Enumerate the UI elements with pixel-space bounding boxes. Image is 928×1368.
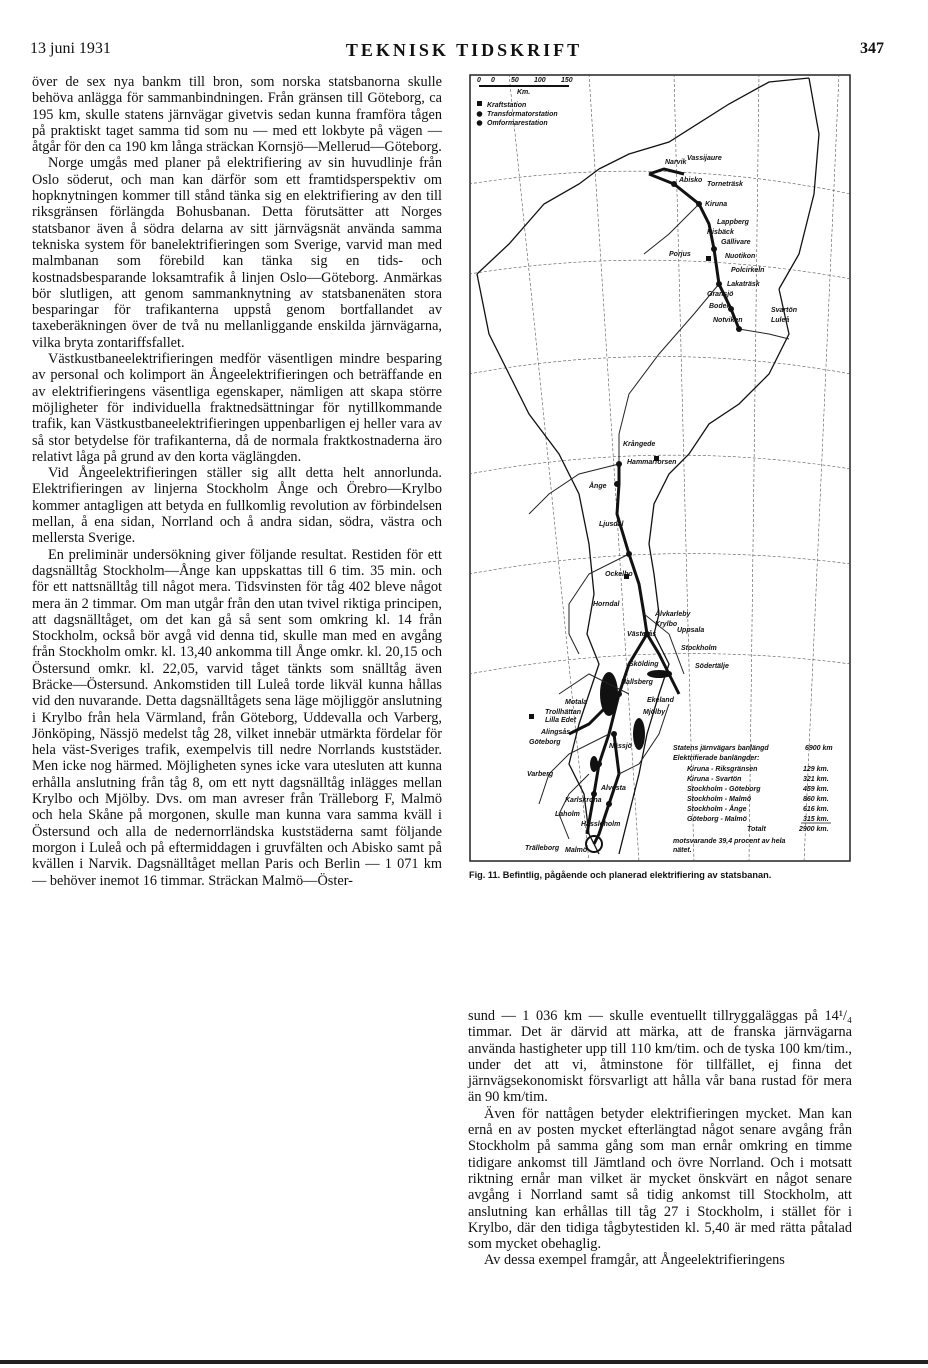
svg-text:Alvesta: Alvesta bbox=[601, 785, 626, 792]
paragraph: Norge umgås med planer på elektrifiering av sin huvudlinje från Oslo söderut, och man kan därför som ett framtidsperspektiv om hopknytningen kommer till stånd tänka sig en elektrifiering av den till riksgränsen förlängda Bohusbanan. Detta förutsätter att Norges statsbanor även å södra delarna av sitt järnvägsnät använda samma tekniska system för banelektrifieringen som Sverige, varvid man med malmbanan som förebild kan tänka sig en tids- och kostnadsbesparande loksamtrafik å linjen Oslo—Göteborg. Anmärkas bör slutligen, att genom sammanknytning av statsbanenäten stora besparingar för trafikanterna uppstå genom bortfallandet av taxeberäkningen över de två nu mellanliggande enskilda järnvägarna, vilka bryta zontariffsfallet. bbox=[32, 155, 442, 351]
svg-text:Ekeland: Ekeland bbox=[647, 697, 674, 704]
railway-map-figure bbox=[469, 74, 851, 862]
svg-text:Abisko: Abisko bbox=[679, 177, 703, 184]
svg-text:Km.: Km. bbox=[517, 89, 531, 96]
svg-text:Hässleholm: Hässleholm bbox=[581, 821, 621, 828]
page-header bbox=[0, 40, 928, 64]
svg-text:Stockholm - Göteborg: Stockholm - Göteborg bbox=[687, 786, 761, 793]
svg-text:Boden: Boden bbox=[709, 303, 731, 310]
svg-text:315 km.: 315 km. bbox=[803, 816, 829, 823]
svg-text:Trollhättan: Trollhättan bbox=[545, 709, 582, 716]
svg-text:Omformarestation: Omformarestation bbox=[487, 120, 548, 127]
svg-text:Göteborg - Malmö: Göteborg - Malmö bbox=[687, 816, 747, 823]
right-text-column bbox=[468, 1008, 852, 1269]
svg-text:Laholm: Laholm bbox=[555, 811, 580, 818]
svg-text:Narvik: Narvik bbox=[665, 159, 687, 166]
paragraph: över de sex nya bankm till bron, som norska statsbanorna skulle behöva anlägga för sammanbindningen. Från gränsen till Göteborg, ca 195 km, skulle statens järnvägar givetvis sedan kunna framföra tågen på praktiskt taget samma tid som nu — med ett lokbyte på vägen — åtgår för den ca 190 km långa sträckan Kornsjö—Mellerud—Göteborg. bbox=[32, 74, 442, 156]
svg-text:Göteborg: Göteborg bbox=[529, 739, 561, 746]
svg-text:Elektrifierade banlängder:: Elektrifierade banlängder: bbox=[673, 755, 760, 762]
svg-text:129 km.: 129 km. bbox=[803, 766, 829, 773]
svg-text:Ockelbo: Ockelbo bbox=[605, 571, 633, 578]
railway-map bbox=[469, 74, 851, 862]
svg-text:100: 100 bbox=[534, 77, 546, 84]
svg-text:Notviken: Notviken bbox=[713, 317, 743, 324]
svg-text:Porjus: Porjus bbox=[669, 251, 691, 258]
paragraph: Vid Ångeelektrifieringen ställer sig allt detta helt annorlunda. Elektrifieringen av linjerna Stockholm Ånge och Örebro—Krylbo kommer antagligen att betyda en fullkomlig revolution av förbindelsen mellan, å ena sidan, Norrland och å andra sidan, södra, västra och mellersta Sverige. bbox=[32, 465, 442, 547]
svg-text:Gällivare: Gällivare bbox=[721, 239, 751, 246]
svg-text:Hallsberg: Hallsberg bbox=[621, 679, 653, 686]
svg-text:Svartön: Svartön bbox=[771, 307, 798, 314]
svg-text:Skölding: Skölding bbox=[629, 661, 659, 668]
svg-text:Trälleborg: Trälleborg bbox=[525, 845, 560, 852]
svg-text:Transformatorstation: Transformatorstation bbox=[487, 111, 558, 118]
svg-text:150: 150 bbox=[561, 77, 573, 84]
svg-text:0: 0 bbox=[491, 77, 495, 84]
svg-text:Södertälje: Södertälje bbox=[695, 663, 729, 670]
svg-text:Nässjö: Nässjö bbox=[609, 743, 632, 750]
electrification-table bbox=[673, 745, 833, 854]
svg-text:Stockholm - Ånge: Stockholm - Ånge bbox=[687, 806, 747, 813]
map-scale bbox=[477, 77, 573, 96]
svg-text:616 km.: 616 km. bbox=[803, 806, 829, 813]
svg-text:motsvarande 39,4 procent av he: motsvarande 39,4 procent av hela bbox=[673, 838, 786, 845]
svg-text:Stockholm: Stockholm bbox=[681, 645, 717, 652]
svg-text:Älvkarleby: Älvkarleby bbox=[655, 611, 691, 618]
svg-text:Uppsala: Uppsala bbox=[677, 627, 705, 634]
svg-text:Ljusdal: Ljusdal bbox=[599, 521, 624, 528]
map-legend bbox=[477, 101, 558, 127]
svg-text:Vassijaure: Vassijaure bbox=[687, 155, 722, 162]
svg-text:Lappberg: Lappberg bbox=[717, 219, 749, 226]
svg-text:0: 0 bbox=[477, 77, 481, 84]
svg-text:Lilla Edet: Lilla Edet bbox=[545, 717, 577, 724]
svg-text:50: 50 bbox=[511, 77, 519, 84]
header-date: 13 juni 1931 bbox=[30, 40, 111, 57]
page-number: 347 bbox=[860, 40, 884, 57]
svg-text:321 km.: 321 km. bbox=[803, 776, 829, 783]
journal-title: TEKNISK TIDSKRIFT bbox=[345, 40, 583, 60]
paragraph: Även för nattågen betyder elektrifieringen mycket. Man kan ernå en av posten mycket efterlängtad något senare avgång från Stockholm på samma gång som man ernår omkring en timme tidigare ankomst till Jämtland och övre Norrland. Och i motsatt riktning ernår man vilket är mycket önskvärt en något senare avgång i Norrland samt så tidig ankomst till Stockholm, att anslutning kan erhållas till tåg 27 i Stockholm, i stället för i Krylbo, där den tidiga tågbytestiden kl. 5,40 är med rätta påtalad som mycket obehaglig. bbox=[468, 1105, 852, 1253]
svg-text:Kiruna - Svartön: Kiruna - Svartön bbox=[687, 776, 742, 783]
paragraph: sund — 1 036 km — skulle eventuellt tillryggaläggas på 14¹/₄ timmar. Det är därvid att märka, att de franska järnvägarna använda hastigheter upp till 110 km/tim. och de tyska 100 km/tim., under det att vi, åtminstone för tillfället, ej finna det järnvägsekonomiskt försvarligt att hålla vår bana rustad för mera än 90 km/tim. bbox=[468, 1008, 852, 1106]
paragraph: En preliminär undersökning giver följande resultat. Restiden för ett dagsnälltåg Stockholm—Ånge kan uppskattas till 6 tim. 35 min. och för ett nattsnälltåg till något mera. Tidsvinsten för tåg 402 bleve något mera än 2 timmar. Om man utgår från den utan tvivel riktiga principen, att dagsnälltåget, om det kan gå så sent som omkring kl. 14 från Stockholm, också bör avgå vid denna tid, skulle man med en avgång från Stockholm omkr. kl. 13,40 ankomma till Ånge omkr. kl. 20,15 och Östersund omkr. kl. 22,05, varvid tåget tänkts som snälltåg även Bräcke—Östersund. Ankomstiden till Luleå torde likväl kunna hållas vid den nuvarande. Detta dagsnälltågets sena läge möjliggör anslutning i Krylbo från hela Värmland, från Göteborg, Uddevalla och Varberg, Jönköping, Nässjö medelst tåg 28, vilket innebär utmärkta fördelar för hela väst-Sveriges trafik, exempelvis till nedre Norrlands kuststäder. Men icke nog härmed. Möjligheten synes icke vara utesluten att kunna erhålla anslutning från tåg 8, om ett nytt dagsnälltåg inlägges mellan Krylbo och Mjölby. Dvs. om man avreser från Trälleborg F, Malmö och hela Skåne på morgonen, skulle man kunna vara samma kväll i Östersund och alla de nedernorrländska kuststäderna samt följande morgon i Luleå och på eftermiddagen i gruvfälten och Abisko samt på kvällen i Narvik. Dagsnälltåget mellan Paris och Berlin — 1 071 km — behöver inemot 16 timmar. Sträckan Malmö—Öster- bbox=[32, 546, 442, 889]
svg-text:Kiruna: Kiruna bbox=[705, 201, 728, 208]
left-text-column bbox=[32, 74, 442, 889]
svg-text:Risbäck: Risbäck bbox=[707, 229, 734, 236]
svg-text:Statens järnvägars banlängd: Statens järnvägars banlängd bbox=[673, 745, 769, 752]
svg-text:Alingsås: Alingsås bbox=[541, 729, 571, 736]
paragraph: Av dessa exempel framgår, att Ångeelektrifieringens bbox=[484, 1252, 785, 1269]
svg-text:Polcirkeln: Polcirkeln bbox=[731, 267, 765, 274]
svg-text:Gransjö: Gransjö bbox=[707, 291, 734, 298]
page-edge-rule bbox=[0, 1360, 928, 1364]
svg-text:Nuotikon: Nuotikon bbox=[725, 253, 756, 260]
svg-text:Totalt: Totalt bbox=[747, 826, 766, 833]
svg-text:Krylbo: Krylbo bbox=[655, 621, 678, 628]
svg-text:Malmö: Malmö bbox=[565, 847, 588, 854]
svg-text:Västerås: Västerås bbox=[627, 631, 657, 638]
svg-text:2900 km.: 2900 km. bbox=[799, 826, 829, 833]
svg-text:860 km.: 860 km. bbox=[803, 796, 829, 803]
svg-text:Motala: Motala bbox=[565, 699, 588, 706]
svg-text:459 km.: 459 km. bbox=[803, 786, 829, 793]
svg-text:Mjölby: Mjölby bbox=[643, 709, 666, 716]
svg-text:Horndal: Horndal bbox=[593, 601, 620, 608]
svg-text:Torneträsk: Torneträsk bbox=[707, 181, 743, 188]
svg-text:Stockholm - Malmö: Stockholm - Malmö bbox=[687, 796, 752, 803]
svg-text:Hammarforsen: Hammarforsen bbox=[627, 459, 677, 466]
svg-text:Kraftstation: Kraftstation bbox=[487, 102, 527, 109]
svg-text:Ånge: Ånge bbox=[589, 483, 607, 490]
svg-text:6900 km: 6900 km bbox=[805, 745, 833, 752]
svg-text:Luleå: Luleå bbox=[771, 317, 790, 324]
paragraph: Västkustbaneelektrifieringen medför väsentligen mindre besparing av personal och kolimport än Ångeelektrifieringen och beträffande en av elektrifieringens väsentliga egenskaper, nämligen att skapa större möjligheter för individuella fraktnedsättningar för nytillkommande trafik, kan Västkustbaneelektrifieringen uppenbarligen ej heller vara av så stor betydelse för trafikanterna, då de normala fraktkostnaderna äro relativt låga på grund av den korta väglängden. bbox=[32, 351, 442, 465]
figure-caption: Fig. 11. Befintlig, pågående och planerad elektrifiering av statsbanan. bbox=[469, 870, 772, 880]
svg-text:Lakaträsk: Lakaträsk bbox=[727, 281, 760, 288]
svg-text:Varberg: Varberg bbox=[527, 771, 554, 778]
svg-text:nätet.: nätet. bbox=[673, 847, 692, 854]
svg-text:Karlskrona: Karlskrona bbox=[565, 797, 602, 804]
svg-text:Kiruna - Riksgränsen: Kiruna - Riksgränsen bbox=[687, 766, 758, 773]
svg-text:Krångede: Krångede bbox=[623, 441, 656, 448]
